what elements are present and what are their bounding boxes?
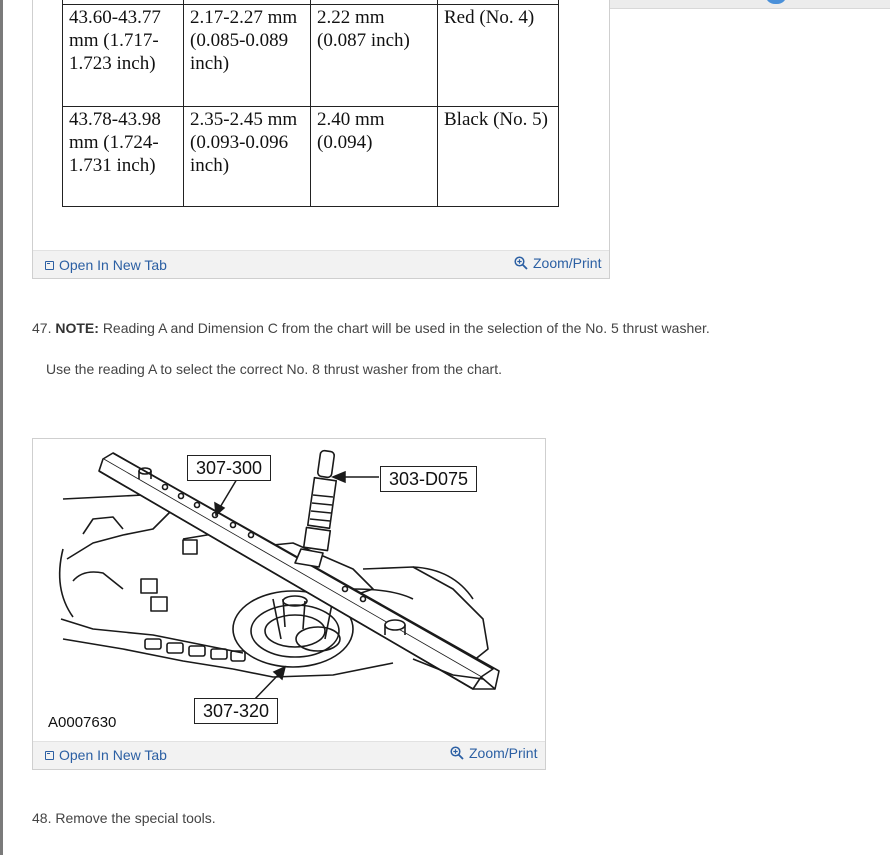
cell-range2: 2.17-2.27 mm (0.085-0.089 inch) [184,5,311,107]
step-48: 48. Remove the special tools. [32,810,216,826]
spec-table-card [32,0,610,279]
note-label: NOTE: [55,320,99,336]
zoom-print-label: Zoom/Print [533,255,602,271]
cell-thickness-range: 43.78-43.98 mm (1.724-1.731 inch) [63,107,184,207]
scroll-indicator-icon [765,0,787,4]
cell-size: 2.40 mm (0.094) [311,107,438,207]
open-new-tab-label: Open In New Tab [59,257,167,273]
zoom-print-link[interactable] [514,255,601,271]
callout-307-320: 307-320 [194,698,278,724]
zoom-print-link[interactable] [450,745,537,761]
cell-size: 2.22 mm (0.087 inch) [311,5,438,107]
figure-id: A0007630 [48,714,117,731]
step-47-instruction: Use the reading A to select the correct No. 8 thrust washer from the chart. [46,361,502,377]
cell-thickness-range: 43.60-43.77 mm (1.717-1.723 inch) [63,5,184,107]
cell-color: Black (No. 5) [438,107,559,207]
new-tab-icon [45,261,54,270]
table-row [63,107,559,207]
thrust-washer-table [62,0,559,207]
table-row [63,5,559,107]
zoom-icon [450,746,464,760]
cell-color: Red (No. 4) [438,5,559,107]
callout-307-300: 307-300 [187,455,271,481]
step-number: 47. [32,320,52,336]
figure-card [32,438,546,770]
callout-303-d075: 303-D075 [380,466,477,492]
zoom-icon [514,256,528,270]
cell-range2: 2.35-2.45 mm (0.093-0.096 inch) [184,107,311,207]
top-toolbar-strip [610,0,890,9]
step-47-note [32,320,710,336]
open-new-tab-label: Open In New Tab [59,747,167,763]
note-text: Reading A and Dimension C from the chart will be used in the selection of the No. 5 thrust washer. [102,320,710,336]
new-tab-icon [45,751,54,760]
zoom-print-label: Zoom/Print [469,745,538,761]
open-new-tab-link[interactable] [45,257,167,273]
open-new-tab-link[interactable] [45,747,167,763]
page-left-border [0,0,3,855]
